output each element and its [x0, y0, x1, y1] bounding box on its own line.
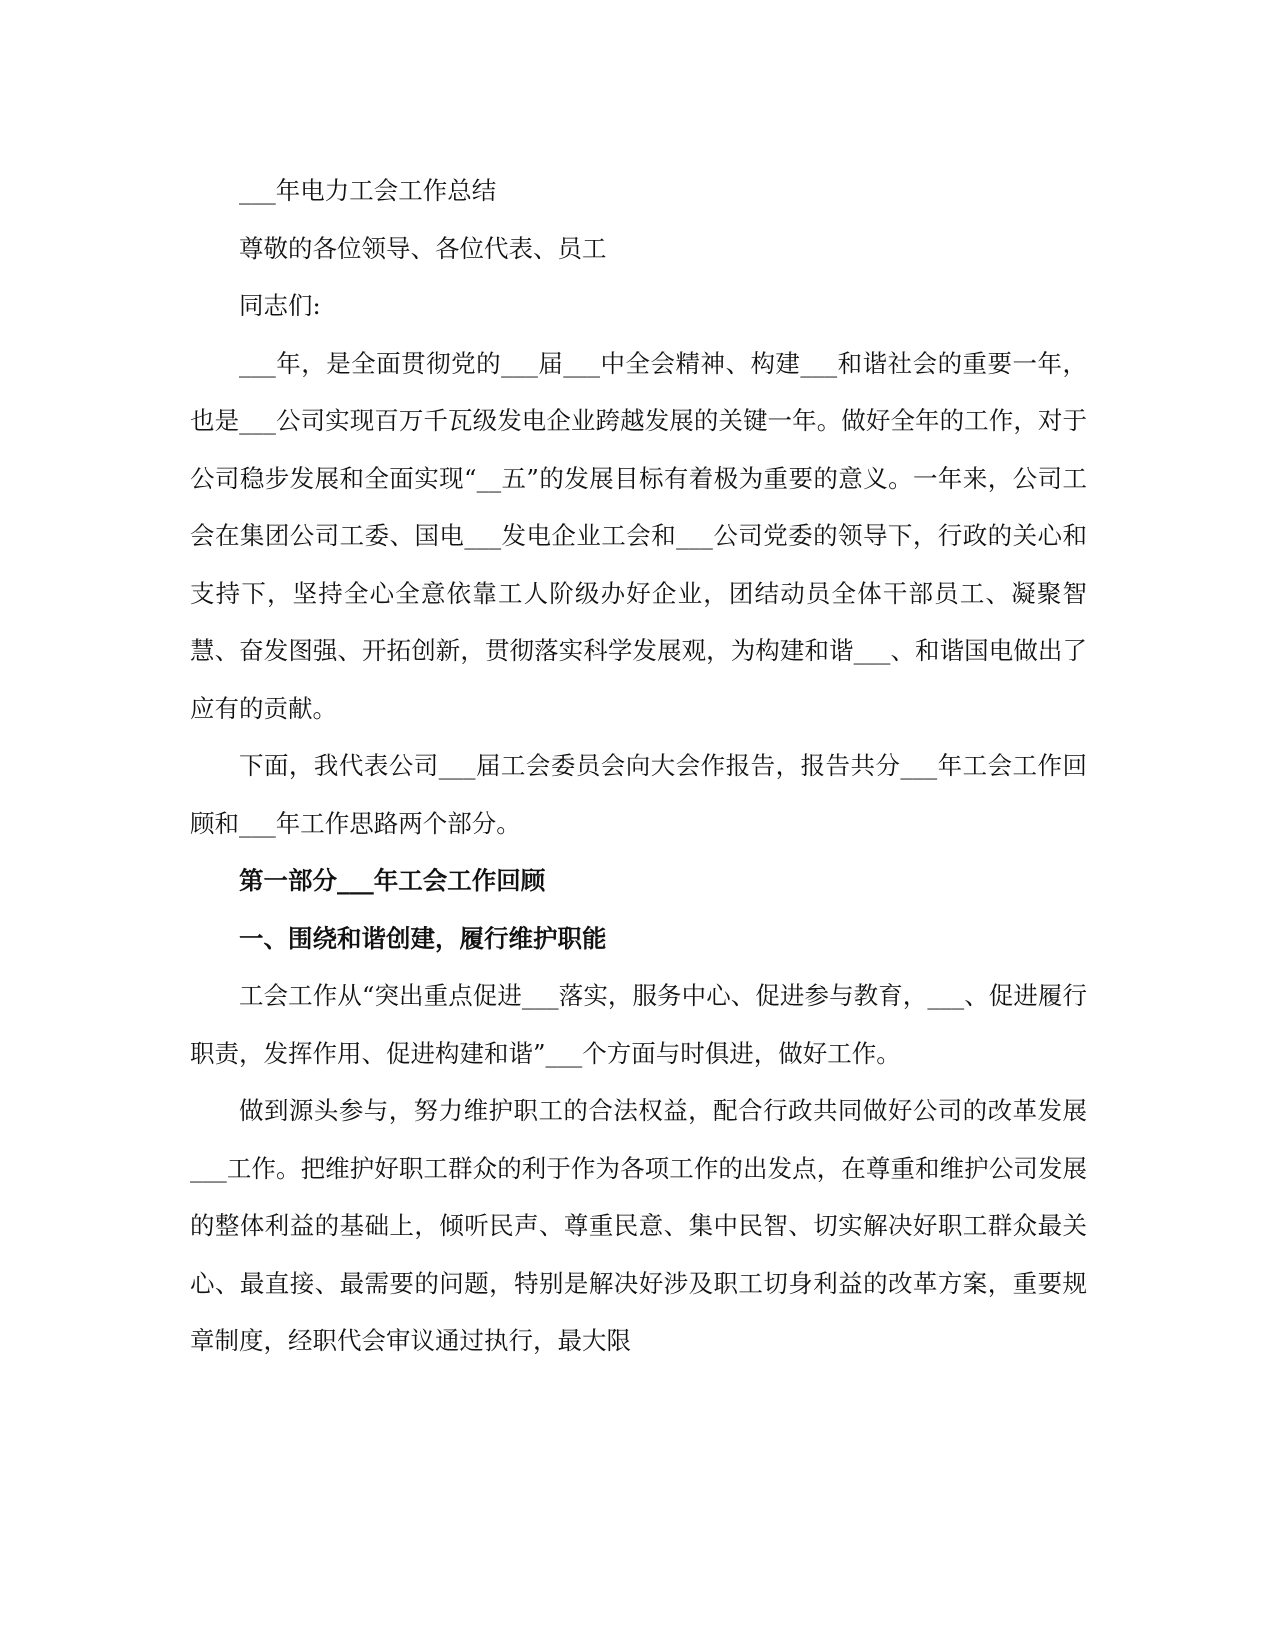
heading-part-one: 第一部分___年工会工作回顾 — [239, 866, 546, 895]
paragraph-work: 工会工作从“突出重点促进___落实，服务中心、促进参与教育，___、促进履行职责，发挥作用、促进构建和谐”___个方面与时俱进，做好工作。 — [190, 981, 1087, 1068]
heading-section-one: 一、围绕和谐创建，履行维护职能 — [239, 923, 607, 953]
paragraph-source: 做到源头参与，努力维护职工的合法权益，配合行政共同做好公司的改革发展___工作。把维护好职工群众的利于作为各项工作的出发点，在尊重和维护公司发展的整体利益的基础上，倾听民声、尊重民意、集中民智、切实解决好职工群众最关心、最直接、最需要的问题，特别是解决好涉及职工切身利益的改革方案，重要规章制度，经职代会审议通过执行，最大限 — [190, 1096, 1087, 1355]
paragraph-report: 下面，我代表公司___届工会委员会向大会作报告，报告共分___年工会工作回顾和___年工作思路两个部分。 — [190, 751, 1087, 838]
document-body — [190, 162, 1087, 1370]
document-title: ___年电力工会工作总结 — [239, 176, 497, 205]
paragraph-intro: ___年，是全面贯彻党的___届___中全会精神、构建___和谐社会的重要一年，也是___公司实现百万千瓦级发电企业跨越发展的关键一年。做好全年的工作，对于公司稳步发展和全面实现“__五”的发展目标有着极为重要的意义。一年来，公司工会在集团公司工委、国电___发电企业工会和___公司党委的领导下，行政的关心和支持下，坚持全心全意依靠工人阶级办好企业，团结动员全体干部员工、凝聚智慧、奋发图强、开拓创新，贯彻落实科学发展观，为构建和谐___、和谐国电做出了应有的贡献。 — [190, 348, 1087, 723]
salutation: 尊敬的各位领导、各位代表、员工 — [239, 233, 607, 263]
greeting: 同志们: — [239, 291, 321, 320]
